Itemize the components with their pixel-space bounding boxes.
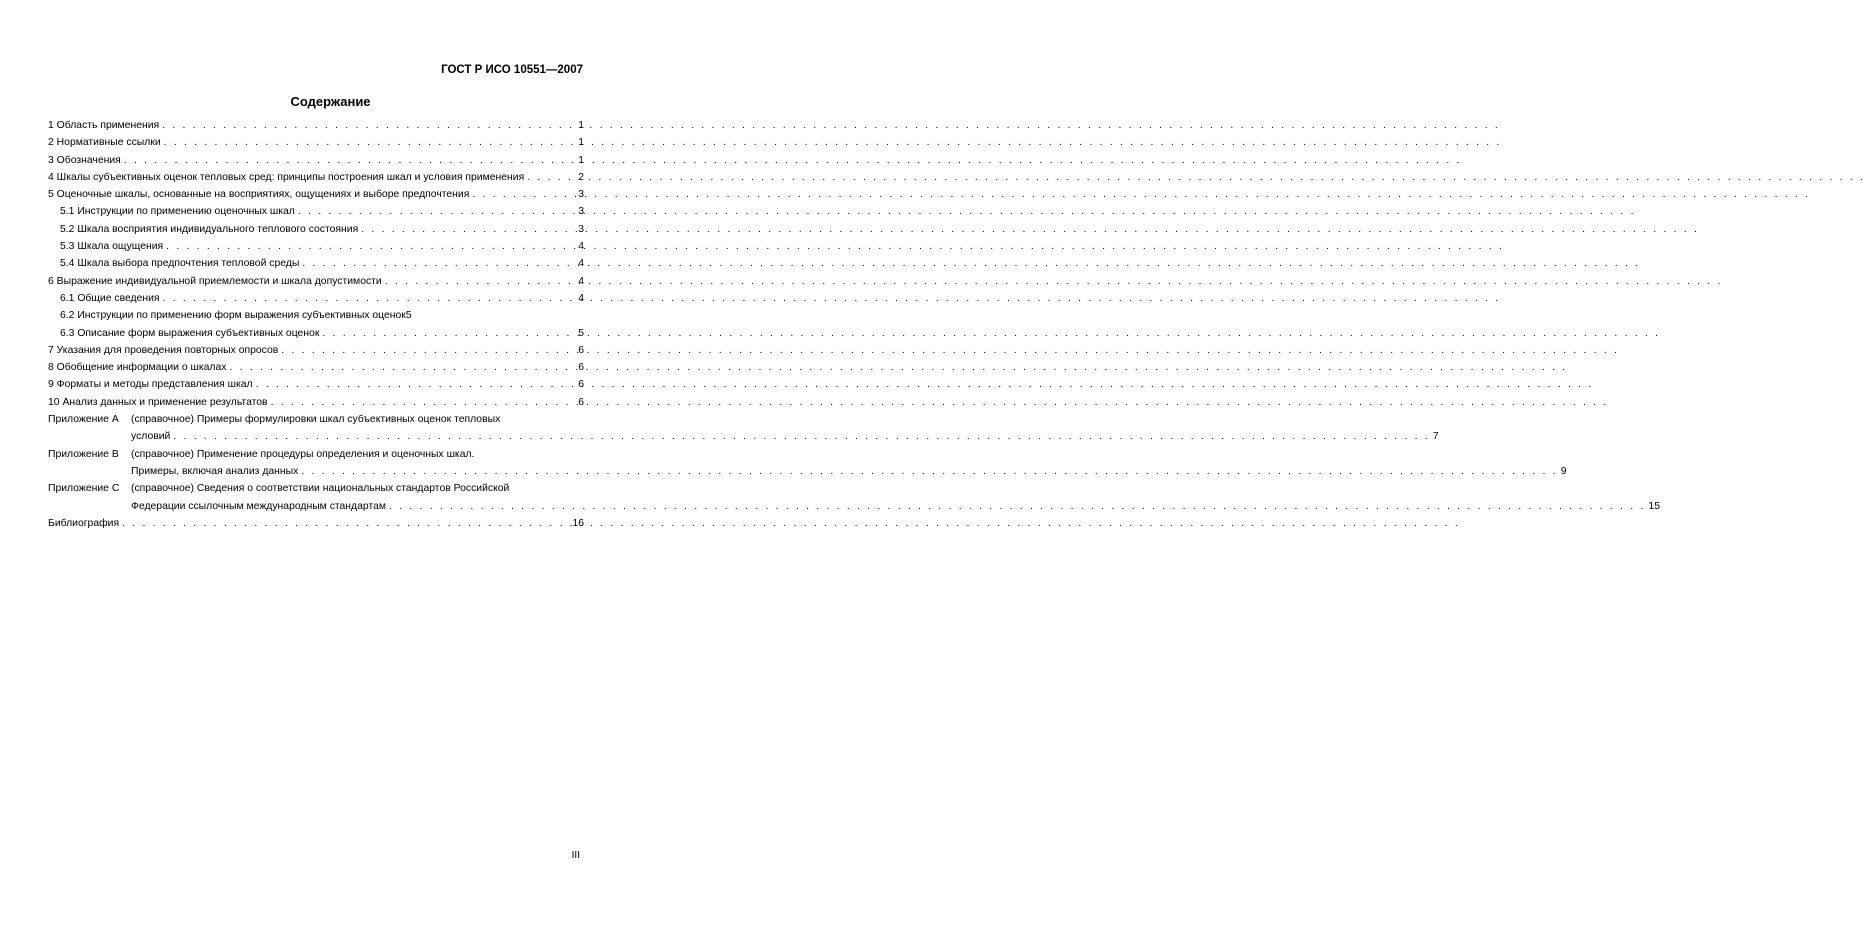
toc-appendix-c-cont[interactable] bbox=[48, 500, 1661, 518]
document-code: ГОСТ Р ИСО 10551—2007 bbox=[441, 64, 583, 76]
appendix-page: 9 bbox=[1560, 465, 1567, 477]
toc-entry-text: 6 Выражение индивидуальной приемлемости и шкала допустимости bbox=[48, 275, 382, 287]
toc-entry-10[interactable] bbox=[48, 397, 584, 414]
dot-leader bbox=[389, 501, 1645, 512]
dot-leader bbox=[173, 431, 1429, 442]
dot-leader bbox=[361, 224, 571, 235]
toc-entry-page: 2 bbox=[578, 171, 584, 183]
toc-entry-6-3[interactable] bbox=[48, 328, 584, 345]
toc-entry-text: 3 Обозначения bbox=[48, 154, 121, 166]
toc-entry-page: 4 bbox=[578, 258, 584, 270]
dot-leader bbox=[229, 362, 571, 373]
page-number: III bbox=[571, 850, 580, 861]
toc-entry-page: 1 bbox=[578, 137, 584, 149]
dot-leader bbox=[301, 466, 1557, 477]
appendix-label: Приложение А bbox=[48, 414, 119, 426]
toc-entry-9[interactable] bbox=[48, 379, 584, 396]
dot-leader bbox=[162, 120, 571, 131]
toc-entry-5-3[interactable] bbox=[48, 241, 584, 258]
toc-entry-text: 6.3 Описание форм выражения субъективных оценок bbox=[60, 327, 320, 339]
toc-entry-text: 1 Область применения bbox=[48, 120, 160, 131]
toc-entry-text: 7 Указания для проведения повторных опросов bbox=[48, 344, 279, 356]
table-of-contents bbox=[48, 120, 1661, 535]
dot-leader bbox=[163, 293, 571, 304]
toc-entry-text: 8 Обобщение информации о шкалах bbox=[48, 362, 227, 374]
appendix-label: Приложение В bbox=[48, 448, 119, 460]
toc-entry-text: 10 Анализ данных и применение результатов bbox=[48, 396, 268, 408]
toc-entry-text: Библиография bbox=[48, 517, 120, 529]
toc-entry-text: 5.3 Шкала ощущения bbox=[60, 241, 164, 253]
dot-leader bbox=[124, 155, 571, 166]
dot-leader bbox=[302, 258, 571, 269]
toc-bibliography[interactable] bbox=[48, 518, 584, 535]
dot-leader bbox=[256, 379, 571, 390]
appendix-title-line1: (справочное) Применение процедуры определения и оценочных шкал. bbox=[131, 448, 475, 460]
toc-appendix-a[interactable] bbox=[48, 414, 584, 431]
toc-entry-text: 9 Форматы и методы представления шкал bbox=[48, 379, 253, 391]
dot-leader bbox=[385, 276, 571, 287]
toc-entry-5-1[interactable] bbox=[48, 206, 584, 223]
toc-entry-text: 5.4 Шкала выбора предпочтения тепловой среды bbox=[60, 258, 300, 270]
dot-leader bbox=[472, 189, 571, 200]
toc-entry-page: 5 bbox=[578, 327, 584, 339]
toc-entry-6[interactable] bbox=[48, 276, 584, 293]
toc-entry-1[interactable] bbox=[48, 120, 584, 137]
toc-title: Содержание bbox=[290, 94, 371, 109]
toc-appendix-c[interactable] bbox=[48, 483, 584, 500]
toc-entry-5-4[interactable] bbox=[48, 258, 584, 275]
toc-entry-6-2[interactable] bbox=[48, 310, 584, 327]
toc-entry-page: 4 bbox=[578, 241, 584, 253]
toc-appendix-b-cont[interactable] bbox=[48, 465, 1567, 483]
toc-entry-text: 6.1 Общие сведения bbox=[60, 292, 160, 304]
dot-leader bbox=[527, 172, 571, 183]
appendix-title-line2: условий bbox=[131, 431, 171, 443]
toc-appendix-a-cont[interactable] bbox=[48, 431, 1439, 448]
toc-entry-page: 1 bbox=[578, 120, 584, 131]
appendix-page: 7 bbox=[1432, 431, 1439, 443]
appendix-page: 15 bbox=[1648, 500, 1661, 512]
dot-leader bbox=[281, 345, 571, 356]
toc-entry-page: 4 bbox=[578, 275, 584, 287]
toc-entry-5[interactable] bbox=[48, 189, 584, 206]
toc-entry-page: 1 bbox=[578, 154, 584, 166]
toc-entry-6-1[interactable] bbox=[48, 293, 584, 310]
toc-entry-text: 5.1 Инструкции по применению оценочных шкал bbox=[60, 206, 295, 218]
toc-entry-page: 4 bbox=[578, 292, 584, 304]
toc-entry-text: 5.2 Шкала восприятия индивидуального теплового состояния bbox=[60, 223, 359, 235]
toc-entry-page: 3 bbox=[578, 206, 584, 218]
toc-entry-page: 16 bbox=[572, 517, 584, 529]
dot-leader bbox=[166, 241, 571, 252]
appendix-title-line1: (справочное) Сведения о соответствии национальных стандартов Российской bbox=[131, 483, 510, 495]
toc-entry-page: 6 bbox=[578, 379, 584, 391]
appendix-label: Приложение С bbox=[48, 483, 120, 495]
toc-entry-3[interactable] bbox=[48, 155, 584, 172]
toc-entry-text: 4 Шкалы субъективных оценок тепловых сред: принципы построения шкал и условия применения bbox=[48, 171, 525, 183]
toc-entry-page: 6 bbox=[578, 362, 584, 374]
toc-entry-text: 6.2 Инструкции по применению форм выражения субъективных оценок5 bbox=[60, 310, 412, 322]
dot-leader bbox=[122, 518, 569, 529]
toc-entry-4[interactable] bbox=[48, 172, 584, 189]
toc-entry-text: 2 Нормативные ссылки bbox=[48, 137, 161, 149]
toc-entry-2[interactable] bbox=[48, 137, 584, 154]
dot-leader bbox=[164, 137, 571, 148]
dot-leader bbox=[322, 328, 571, 339]
toc-entry-page: 3 bbox=[578, 189, 584, 201]
toc-appendix-b[interactable] bbox=[48, 449, 584, 466]
toc-entry-page: 6 bbox=[578, 396, 584, 408]
appendix-title-line1: (справочное) Примеры формулировки шкал субъективных оценок тепловых bbox=[131, 414, 501, 426]
dot-leader bbox=[271, 397, 571, 408]
toc-entry-text: 5 Оценочные шкалы, основанные на восприятиях, ощущениях и выборе предпочтения bbox=[48, 189, 470, 201]
toc-entry-5-2[interactable] bbox=[48, 224, 584, 241]
appendix-title-line2: Федерации ссылочным международным стандартам bbox=[131, 500, 387, 512]
dot-leader bbox=[298, 206, 571, 217]
toc-entry-page: 3 bbox=[578, 223, 584, 235]
toc-entry-page: 6 bbox=[578, 344, 584, 356]
toc-entry-7[interactable] bbox=[48, 345, 584, 362]
appendix-title-line2: Примеры, включая анализ данных bbox=[131, 465, 299, 477]
toc-entry-8[interactable] bbox=[48, 362, 584, 379]
